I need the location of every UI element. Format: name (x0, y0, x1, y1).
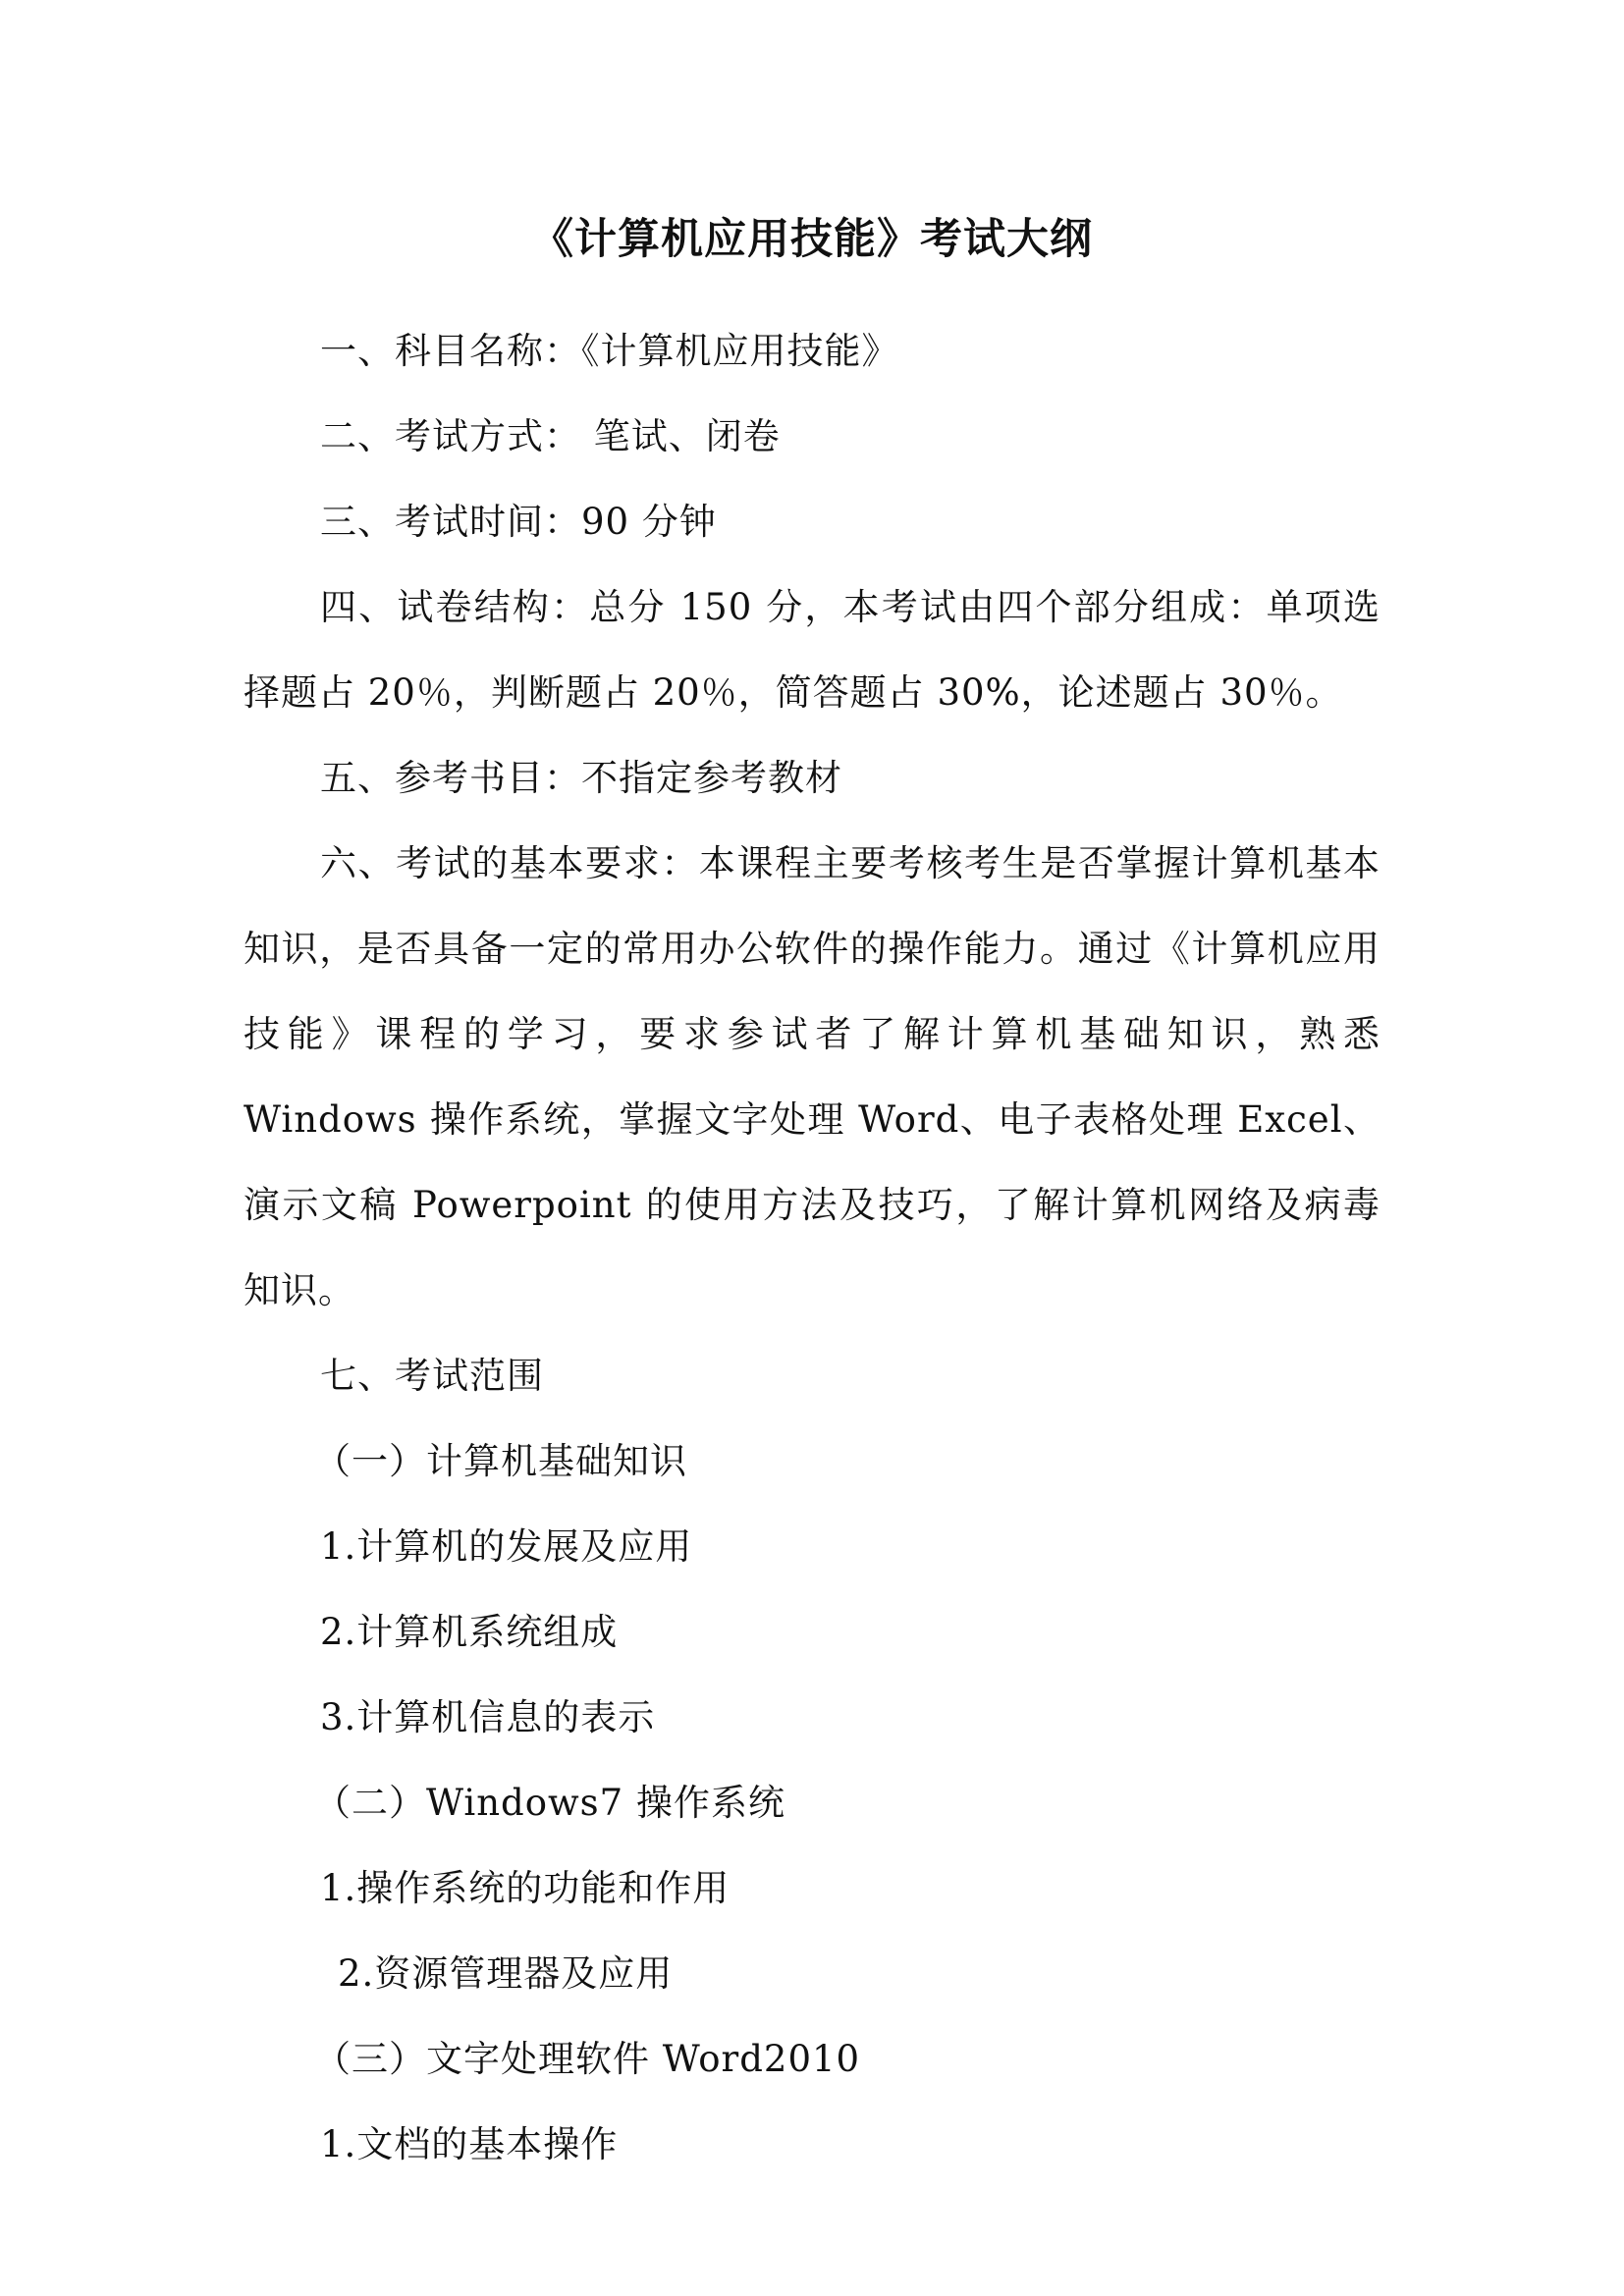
section-item: 1.计算机的发展及应用 (320, 1525, 693, 1568)
section-heading: （一）计算机基础知识 (314, 1440, 687, 1482)
document-title: 《计算机应用技能》考试大纲 (531, 215, 1093, 264)
exam-scope-heading: 七、考试范围 (320, 1355, 544, 1397)
reference-books-paragraph: 五、参考书目：不指定参考教材 (320, 757, 842, 799)
basic-requirements-paragraph: 六、考试的基本要求：本课程主要考核考生是否掌握计算机基本知识，是否具备一定的常用办公软件的操作能力。通过《计算机应用技能》课程的学习，要求参试者了解计算机基础知识，熟悉 Windows 操作系统，掌握文字处理 Word、电子表格处理 Excel、演示文稿 Powerpoint 的使用方法及技巧，了解计算机网络及病毒知识。 (244, 842, 1380, 1311)
section-item: 2.计算机系统组成 (320, 1611, 619, 1653)
section-heading: （二）Windows7 操作系统 (314, 1782, 785, 1824)
exam-method-paragraph: 二、考试方式： 笔试、闭卷 (320, 415, 781, 457)
section-item: 3.计算机信息的表示 (320, 1696, 656, 1738)
section-item: 1.操作系统的功能和作用 (320, 1867, 731, 1909)
section-item: 1.文档的基本操作 (320, 2123, 619, 2165)
section-item: 2.资源管理器及应用 (338, 1952, 674, 1995)
section-heading: （三）文字处理软件 Word2010 (314, 2038, 861, 2080)
exam-duration-paragraph: 三、考试时间：90 分钟 (320, 501, 717, 543)
paper-structure-paragraph: 四、试卷结构：总分 150 分，本考试由四个部分组成：单项选择题占 20％，判断题占 20％，简答题占 30%，论述题占 30％。 (244, 586, 1380, 714)
document-body (244, 308, 1380, 2187)
subject-name-paragraph: 一、科目名称：《计算机应用技能》 (320, 330, 899, 372)
